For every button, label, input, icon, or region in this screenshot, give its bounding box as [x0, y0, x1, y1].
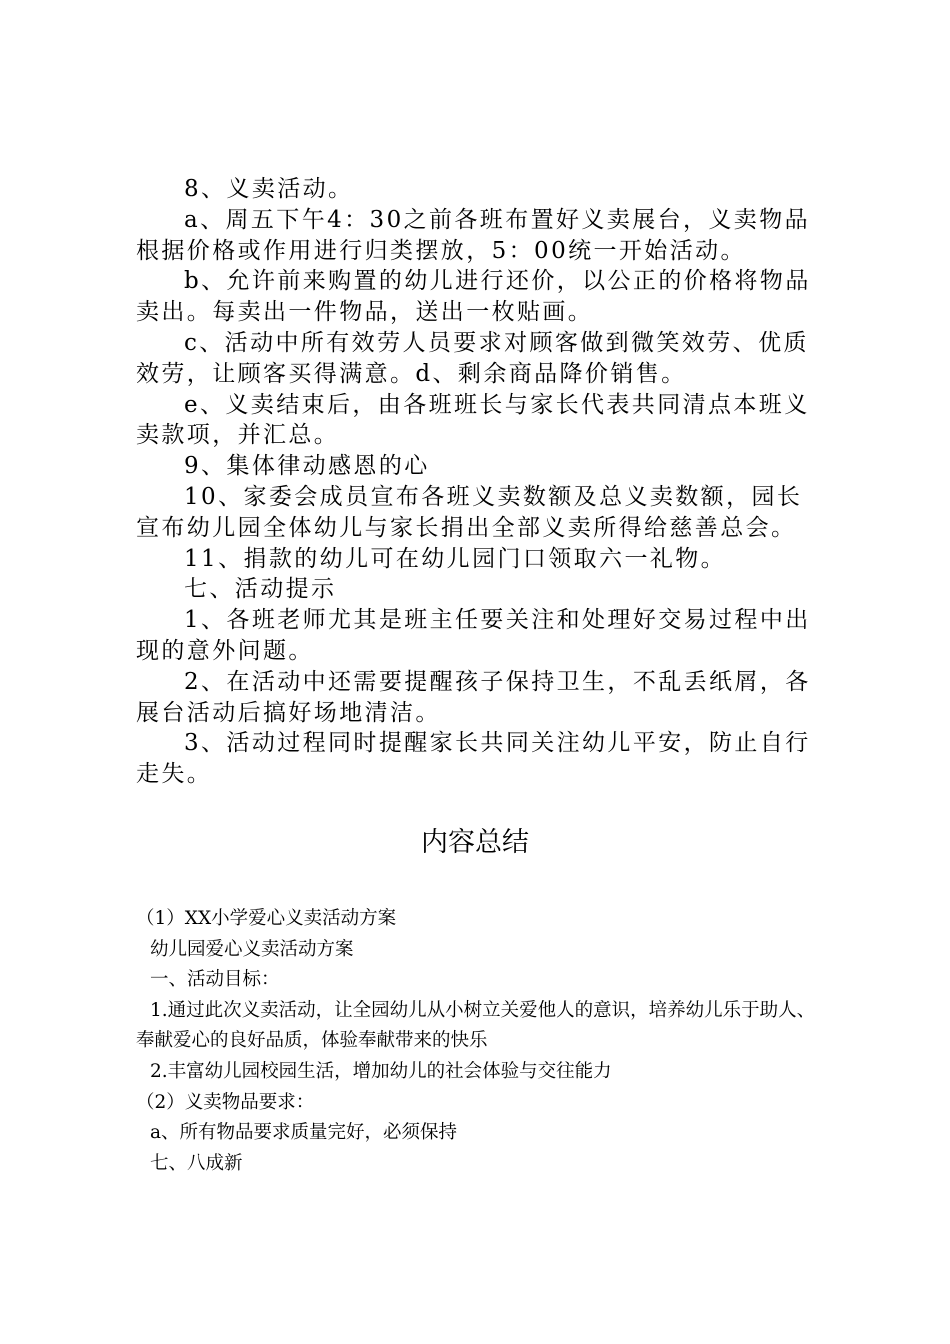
paragraph: 2、在活动中还需要提醒孩子保持卫生，不乱丢纸屑，各展台活动后搞好场地清洁。 [136, 668, 811, 726]
paragraph: 1、各班老师尤其是班主任要关注和处理好交易过程中出现的意外问题。 [136, 607, 811, 664]
summary-line: （2）义卖物品要求： [136, 1091, 315, 1113]
paragraph: 9、集体律动感恩的心 [184, 453, 430, 480]
paragraph: c、活动中所有效劳人员要求对顾客做到微笑效劳、优质效劳，让顾客买得满意。d、剩余商品降价销售。 [136, 329, 809, 387]
summary-line: 七、八成新 [150, 1152, 243, 1174]
summary-line: a、所有物品要求质量完好，必须保持 [150, 1122, 458, 1144]
summary-line: 1.通过此次义卖活动，让全园幼儿从小树立关爱他人的意识，培养幼儿乐于助人、奉献爱心的良好品质，体验奉献带来的快乐 [136, 999, 816, 1052]
summary-title: 内容总结 [421, 827, 529, 858]
paragraph: 8、义卖活动。 [184, 176, 354, 202]
summary-line: 幼儿园爱心义卖活动方案 [150, 938, 354, 960]
paragraph: 3、活动过程同时提醒家长共同关注幼儿平安，防止自行走失。 [136, 730, 811, 788]
paragraph: e、义卖结束后，由各班班长与家长代表共同清点本班义卖款项，并汇总。 [136, 391, 810, 449]
paragraph: b、允许前来购置的幼儿进行还价，以公正的价格将物品卖出。每卖出一件物品，送出一枚贴画。 [136, 268, 811, 326]
summary-text [136, 904, 826, 1179]
body-text [136, 174, 816, 790]
summary-line: 一、活动目标： [150, 969, 280, 991]
paragraph: a、周五下午4：30之前各班布置好义卖展台，义卖物品根据价格或作用进行归类摆放，5：00统一开始活动。 [136, 206, 811, 264]
paragraph: 10、家委会成员宣布各班义卖数额及总义卖数额，园长宣布幼儿园全体幼儿与家长捐出全部义卖所得给慈善总会。 [136, 483, 803, 541]
summary-line: 2.丰富幼儿园校园生活，增加幼儿的社会体验与交往能力 [150, 1060, 612, 1082]
paragraph: 11、捐款的幼儿可在幼儿园门口领取六一礼物。 [184, 545, 727, 572]
paragraph: 七、活动提示 [184, 576, 337, 603]
summary-line: （1）XX小学爱心义卖活动方案 [136, 908, 397, 929]
